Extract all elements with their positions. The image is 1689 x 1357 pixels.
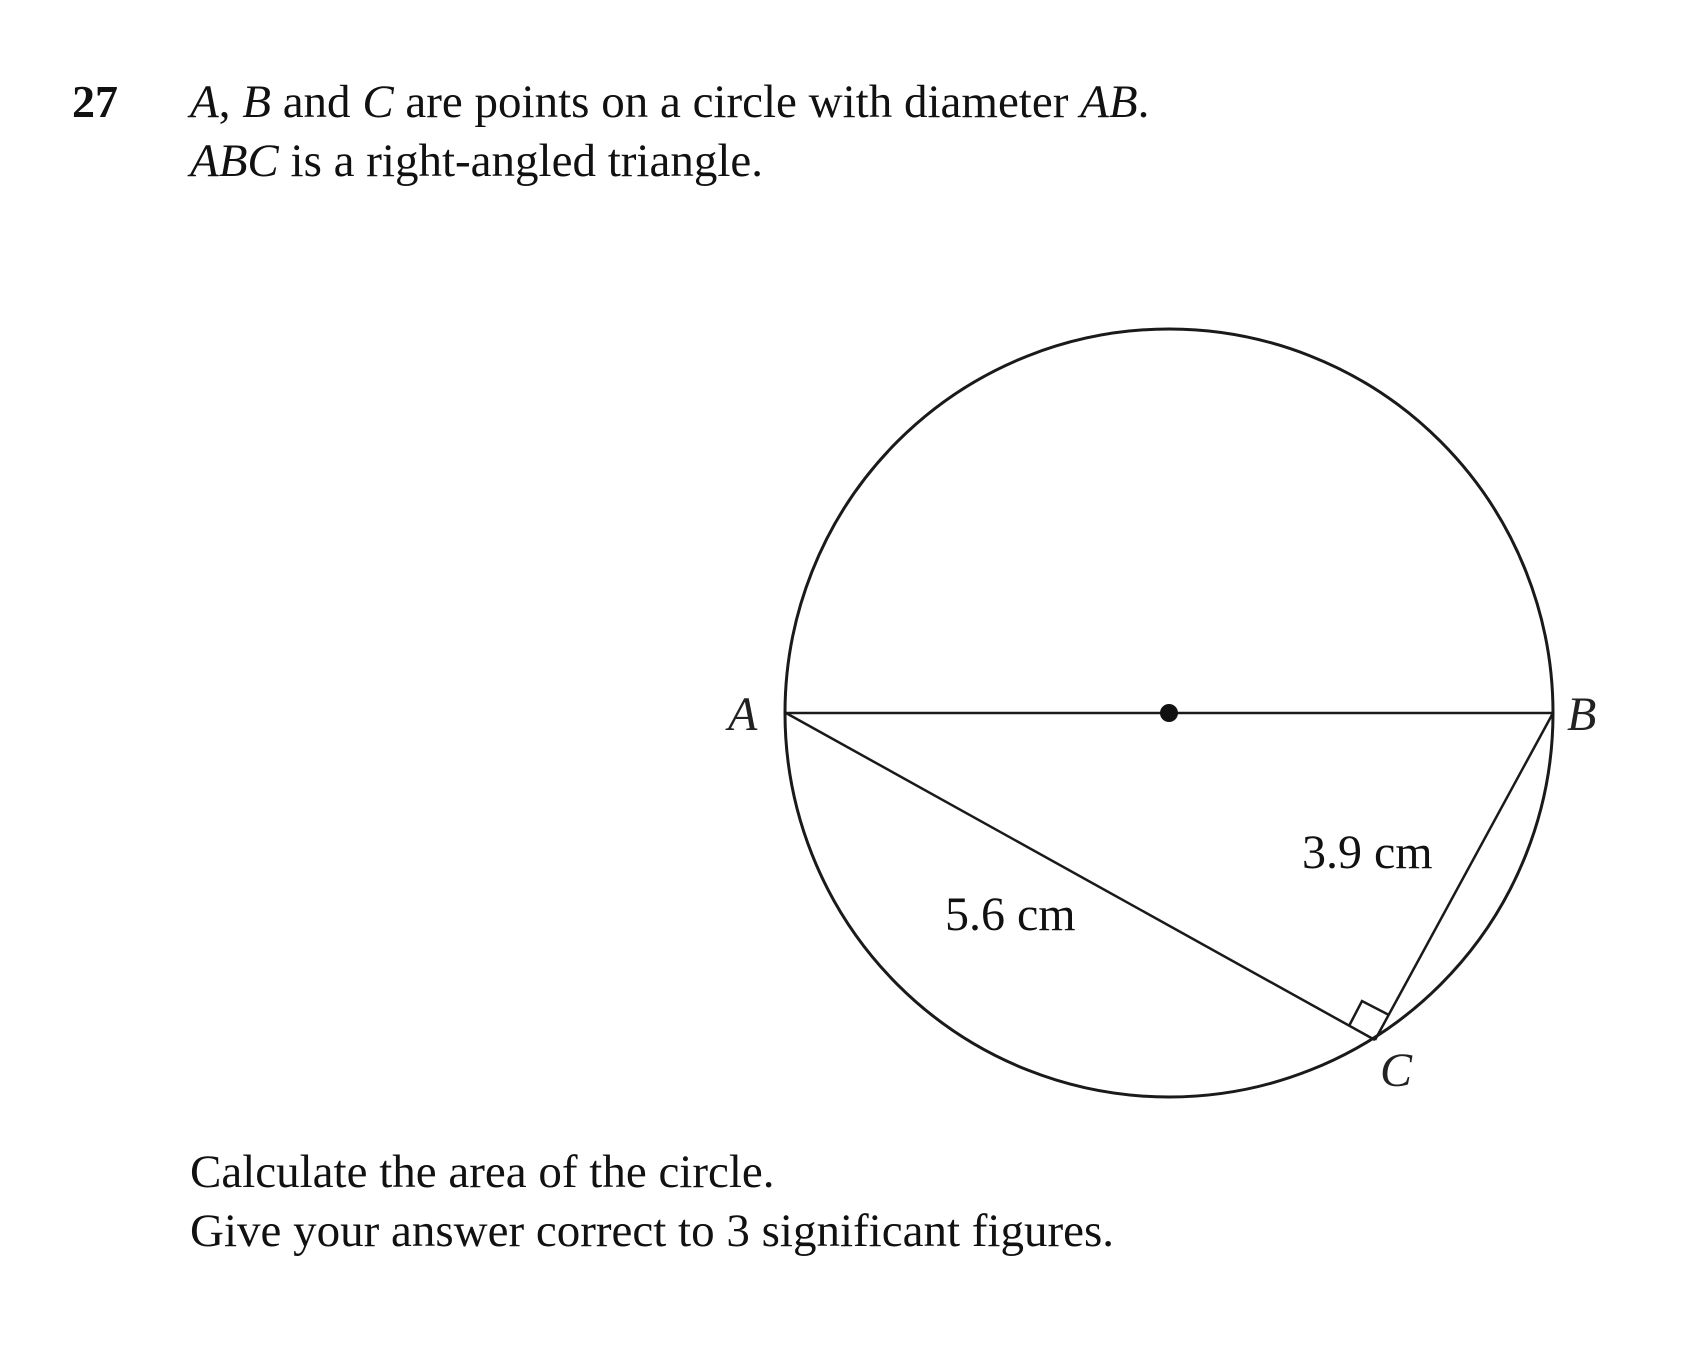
question-intro-line1: A, B and C are points on a circle with diameter AB. (190, 76, 1150, 128)
point-label-a: A (728, 688, 758, 741)
point-label-b: B (1567, 688, 1597, 741)
length-label-bc: 3.9 cm (1302, 826, 1433, 879)
task-line1: Calculate the area of the circle. (190, 1146, 775, 1198)
question-intro-line2: ABC is a right-angled triangle. (190, 135, 763, 187)
centre-point (1160, 704, 1178, 722)
right-angle-marker (1349, 1001, 1389, 1026)
question-number: 27 (72, 76, 118, 127)
task-line2: Give your answer correct to 3 significant figures. (190, 1205, 1115, 1257)
length-label-ac: 5.6 cm (945, 888, 1076, 941)
side-ac (786, 713, 1375, 1040)
point-label-c: C (1380, 1044, 1413, 1097)
